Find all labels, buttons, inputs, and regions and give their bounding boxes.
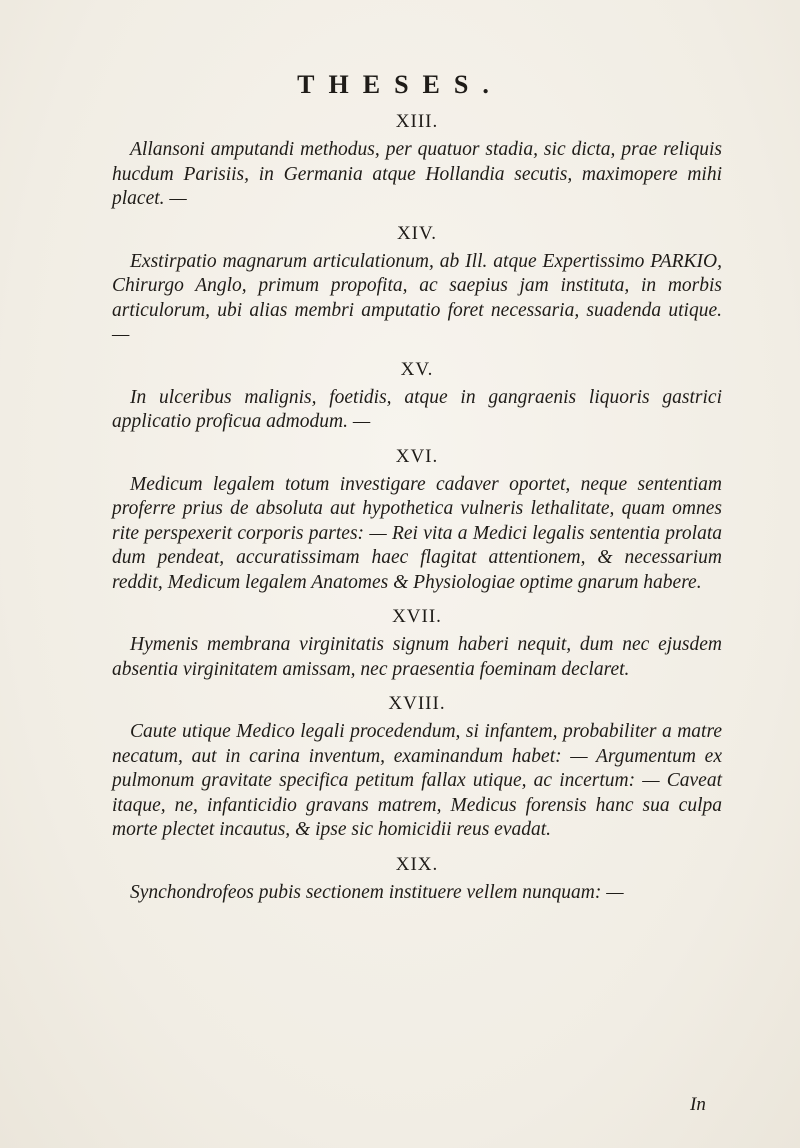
theses-body [112,106,722,911]
thesis-text: Hymenis membrana virginitatis signum haberi nequit, dum nec ejusdem absentia virginitatem amissam, nec praesentia foeminam declaret. [112,634,722,680]
thesis-number: XIII. [395,111,439,132]
thesis-text: Medicum legalem totum investigare cadaver oportet, neque sententiam proferre prius de absoluta aut hypothetica vulneris lethalitate, quam omnes rite perspexerit corporis partes: — Rei vita a Medici legalis sententia prolata dum pendeat, accuratissimam haec flagitat attentionem, & necessarium reddit, Medicum legalem Anatomes & Physiologiae optime gnarum habere. [112,473,722,593]
thesis-number: XIV. [396,222,438,244]
thesis-text: Synchondrofeos pubis sectionem instituere vellem nunquam: — [130,881,624,903]
thesis-text: Caute utique Medico legali procedendum, si infantem, probabiliter a matre necatum, aut in carina inventum, examinandum habet: — Argumentum ex pulmonum gravitate specifica petitum fallax utique, ac incertum: — Caveat itaque, ne, infanticidio gravans matrem, Medicus forensis hanc sua culpa morte plectet incautus, & ipse sic homicidii reus evadat. [112,721,722,840]
thesis-xvi [112,441,722,596]
thesis-number: XVIII. [388,693,446,714]
thesis-number: XVII. [392,606,442,627]
thesis-xviii [112,688,722,843]
thesis-text: Exstirpatio magnarum articulationum, ab Ill. atque Expertissimo PARKIO, Chirurgo Anglo, primum propofita, ac saepius jam instituta, in morbis articulorum, ubi alias membri amputatio foret necessaria, suadenda utique. — [112,250,722,345]
thesis-number: XV. [400,358,434,380]
thesis-number: XIX. [395,853,439,875]
thesis-xiv [112,218,722,348]
thesis-xv [112,354,722,435]
thesis-xiii [112,106,722,212]
thesis-xix [112,849,722,906]
thesis-number: XVI. [395,445,439,467]
thesis-text: In ulceribus malignis, foetidis, atque in gangraenis liquoris gastrici applicatio proficua admodum. — [112,386,722,432]
running-head: THESES. [297,70,503,99]
thesis-xvii [112,601,722,682]
catchword: In [690,1094,706,1115]
thesis-text: Allansoni amputandi methodus, per quatuor stadia, sic dicta, prae reliquis hucdum Parisiis, in Germania atque Hollandia secutis, maximopere mihi placet. — [112,139,722,209]
